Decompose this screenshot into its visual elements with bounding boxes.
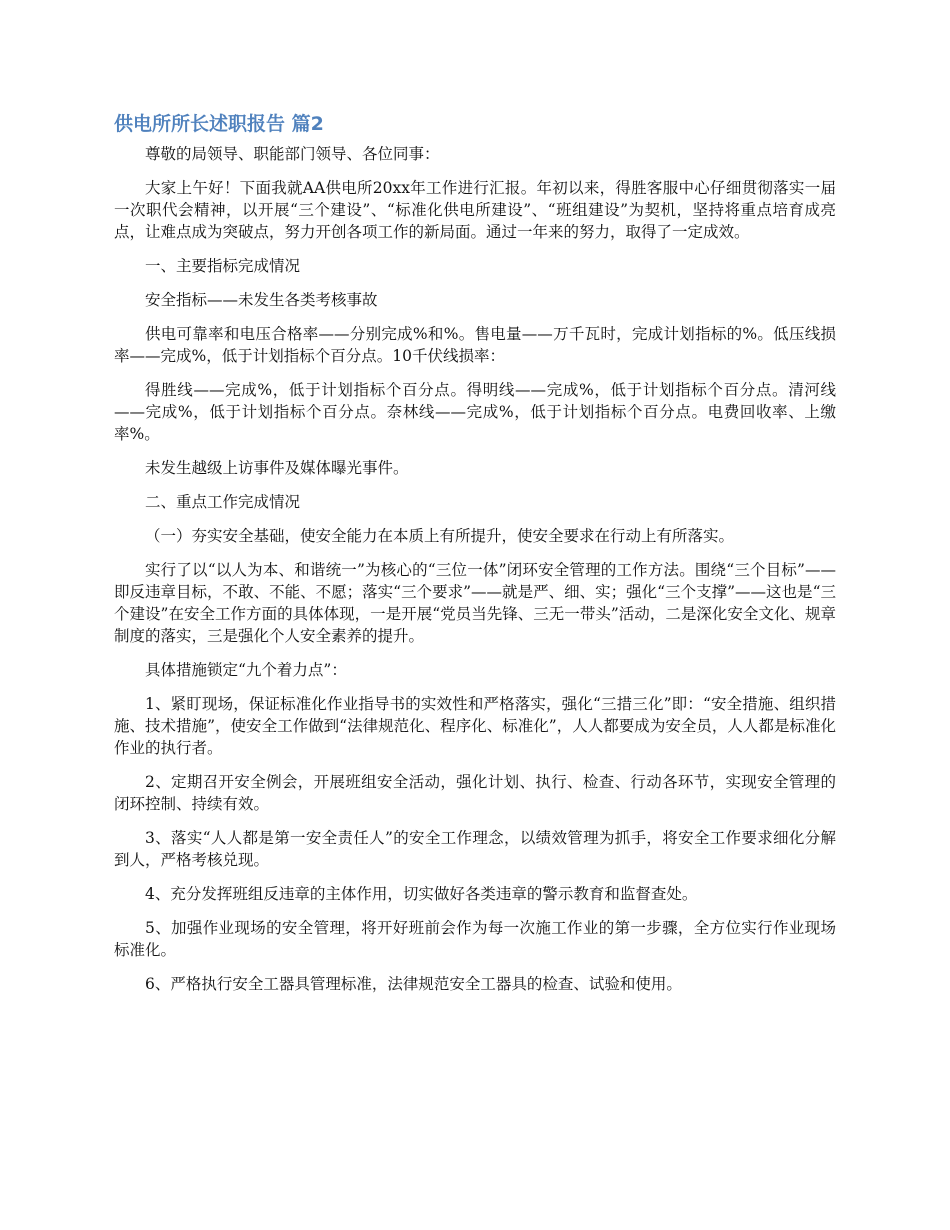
list-item-5: 5、加强作业现场的安全管理，将开好班前会作为每一次施工作业的第一步骤，全方位实行作业现场标准化。 xyxy=(114,919,836,959)
paragraph-reliability: 供电可靠率和电压合格率——分别完成%和%。售电量——万千瓦时，完成计划指标的%。低压线损率——完成%，低于计划指标个百分点。10千伏线损率： xyxy=(114,325,836,365)
paragraph-line-loss: 得胜线——完成%，低于计划指标个百分点。得明线——完成%，低于计划指标个百分点。清河线——完成%，低于计划指标个百分点。奈林线——完成%，低于计划指标个百分点。电费回收率、上缴率%。 xyxy=(114,381,836,443)
paragraph-no-incidents: 未发生越级上访事件及媒体曝光事件。 xyxy=(145,459,409,477)
document-title: 供电所所长述职报告 篇2 xyxy=(114,113,324,135)
paragraph-intro: 大家上午好！下面我就AA供电所20xx年工作进行汇报。年初以来，得胜客服中心仔细贯彻落实一届一次职代会精神，以开展“三个建设”、“标准化供电所建设”、“班组建设”为契机，坚持将重点培育成亮点，让难点成为突破点，努力开创各项工作的新局面。通过一年来的努力，取得了一定成效。 xyxy=(114,179,836,241)
list-item-2: 2、定期召开安全例会，开展班组安全活动，强化计划、执行、检查、行动各环节，实现安全管理的闭环控制、持续有效。 xyxy=(114,773,836,813)
section-heading-key-work: 二、重点工作完成情况 xyxy=(145,493,301,511)
paragraph-safety-method: 实行了以“以人为本、和谐统一”为核心的“三位一体”闭环安全管理的工作方法。围绕“三个目标”——即反违章目标，不敢、不能、不愿；落实“三个要求”——就是严、细、实；强化“三个支撑”——这也是“三个建设”在安全工作方面的具体体现，一是开展“党员当先锋、三无一带头”活动，二是深化安全文化、规章制度的落实，三是强化个人安全素养的提升。 xyxy=(114,561,836,645)
section-heading-indicators: 一、主要指标完成情况 xyxy=(145,257,301,275)
paragraph-salutation: 尊敬的局领导、职能部门领导、各位同事： xyxy=(145,145,440,163)
paragraph-safety-indicator: 安全指标——未发生各类考核事故 xyxy=(145,291,378,309)
list-item-1: 1、紧盯现场，保证标准化作业指导书的实效性和严格落实，强化“三措三化”即：“安全措施、组织措施、技术措施”，使安全工作做到“法律规范化、程序化、标准化”，人人都要成为安全员，人人都是标准化作业的执行者。 xyxy=(114,695,836,757)
subsection-heading-safety: （一）夯实安全基础，使安全能力在本质上有所提升，使安全要求在行动上有所落实。 xyxy=(145,527,735,545)
paragraph-nine-points: 具体措施锁定“九个着力点”： xyxy=(145,661,347,679)
list-item-4: 4、充分发挥班组反违章的主体作用，切实做好各类违章的警示教育和监督查处。 xyxy=(145,885,698,903)
list-item-3: 3、落实“人人都是第一安全责任人”的安全工作理念，以绩效管理为抓手，将安全工作要求细化分解到人，严格考核兑现。 xyxy=(114,829,836,869)
document-page xyxy=(114,110,836,1007)
list-item-6: 6、严格执行安全工器具管理标准，法律规范安全工器具的检查、试验和使用。 xyxy=(145,975,682,993)
